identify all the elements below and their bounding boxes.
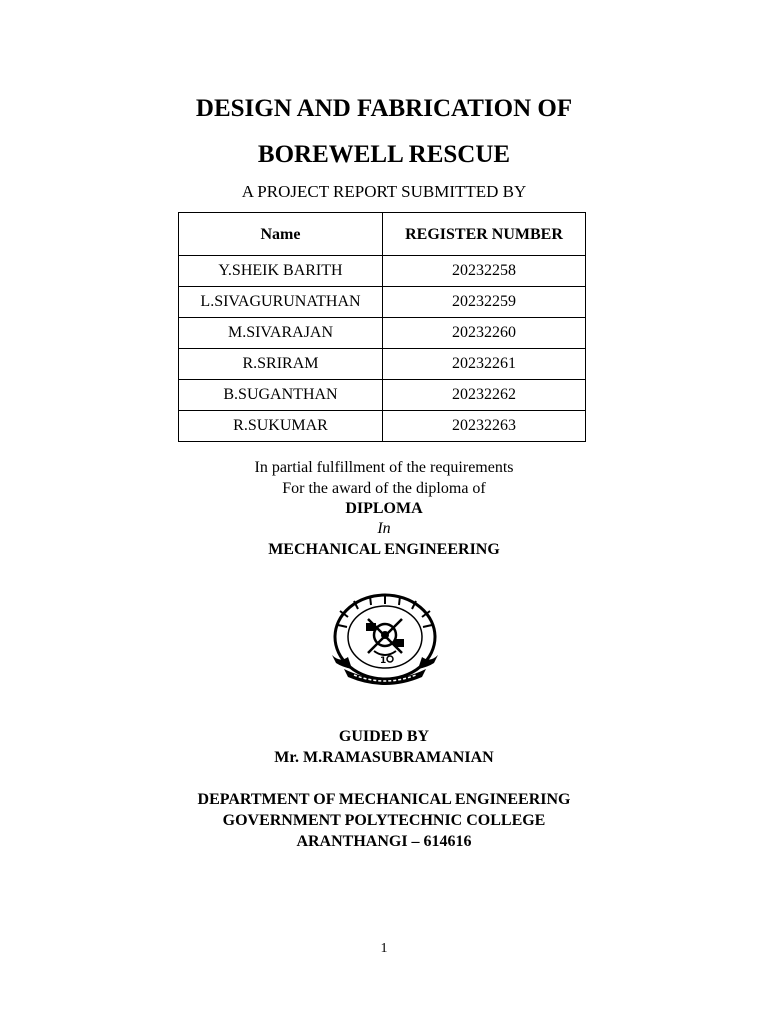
- college-name: GOVERNMENT POLYTECHNIC COLLEGE: [222, 812, 546, 829]
- student-name: L.SIVAGURUNATHAN: [179, 287, 383, 318]
- student-name: M.SIVARAJAN: [179, 318, 383, 349]
- guide-name: Mr. M.RAMASUBRAMANIAN: [274, 749, 494, 766]
- title-line-2: BOREWELL RESCUE: [257, 141, 511, 168]
- column-header-register-number: REGISTER NUMBER: [383, 213, 586, 256]
- table-row: [179, 256, 586, 287]
- guided-by-label: GUIDED BY: [338, 728, 430, 745]
- title-line-1: DESIGN AND FABRICATION OF: [195, 95, 573, 122]
- register-number: 20232262: [383, 380, 586, 411]
- student-name: B.SUGANTHAN: [179, 380, 383, 411]
- fulfillment-line-1: In partial fulfillment of the requirements: [254, 459, 514, 476]
- table-header-row: [179, 213, 586, 256]
- submitted-by-label: A PROJECT REPORT SUBMITTED BY: [241, 182, 527, 201]
- fulfillment-line-2: For the award of the diploma of: [282, 480, 486, 497]
- register-number: 20232260: [383, 318, 586, 349]
- register-number: 20232263: [383, 411, 586, 442]
- students-table: [178, 212, 586, 442]
- page-number: 1: [380, 941, 388, 956]
- register-number: 20232259: [383, 287, 586, 318]
- table-row: [179, 411, 586, 442]
- register-number: 20232258: [383, 256, 586, 287]
- college-emblem-icon: [330, 593, 440, 691]
- in-label: In: [377, 520, 391, 537]
- department-name: DEPARTMENT OF MECHANICAL ENGINEERING: [197, 791, 571, 808]
- table-row: [179, 318, 586, 349]
- student-name: R.SUKUMAR: [179, 411, 383, 442]
- diploma-label: DIPLOMA: [345, 500, 423, 517]
- table-row: [179, 287, 586, 318]
- svg-text:1: 1: [380, 656, 387, 666]
- branch-label: MECHANICAL ENGINEERING: [268, 541, 500, 558]
- college-location: ARANTHANGI – 614616: [296, 833, 472, 850]
- table-row: [179, 380, 586, 411]
- table-row: [179, 349, 586, 380]
- student-name: Y.SHEIK BARITH: [179, 256, 383, 287]
- student-name: R.SRIRAM: [179, 349, 383, 380]
- register-number: 20232261: [383, 349, 586, 380]
- column-header-name: Name: [179, 213, 383, 256]
